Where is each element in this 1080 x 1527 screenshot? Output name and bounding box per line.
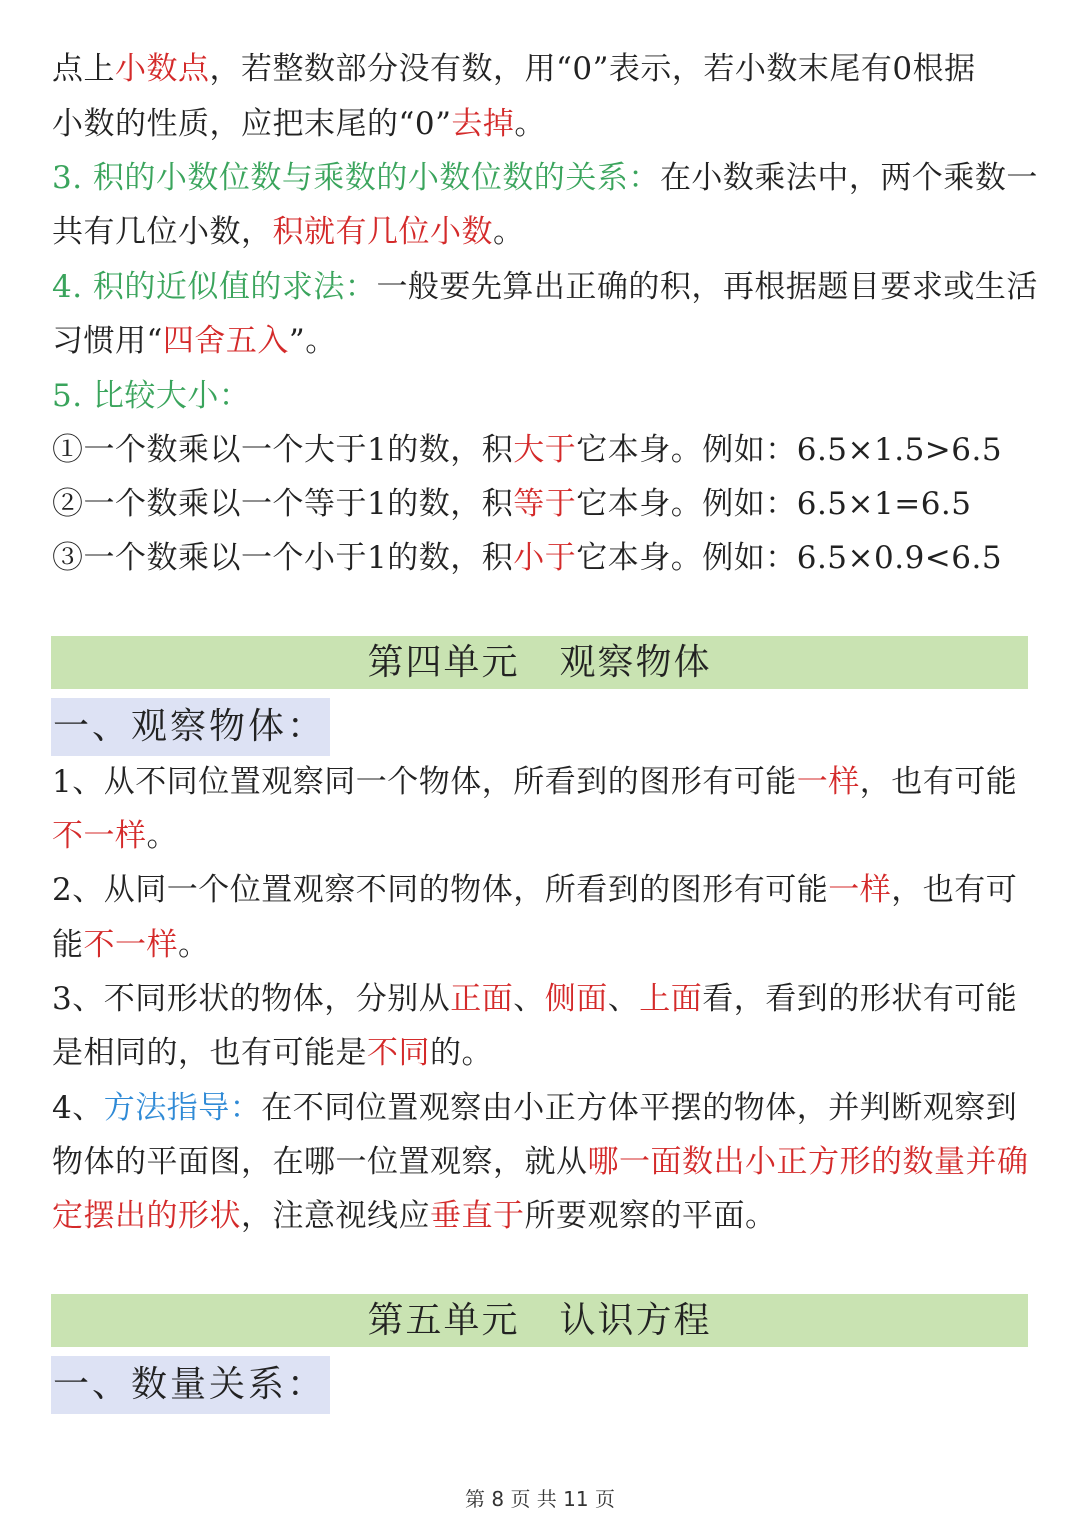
text-span: 。 — [493, 214, 525, 250]
text-span: ①一个数乘以一个大于1的数，积 — [52, 432, 514, 468]
unit-5-banner — [51, 1294, 1028, 1347]
text-line — [52, 1196, 1040, 1236]
text-line — [52, 762, 1040, 802]
text-span: 点上 — [52, 51, 115, 87]
item-title: 5. 比较大小： — [52, 378, 251, 414]
text-span: 所要观察的平面。 — [524, 1198, 777, 1234]
text-span: 在小数乘法中，两个乘数一 — [659, 160, 1038, 196]
text-span: 3、不同形状的物体，分别从 — [52, 981, 451, 1017]
text-span: 能 — [52, 927, 84, 963]
highlight-text: 正面 — [450, 981, 514, 1017]
highlight-text: 小于 — [513, 540, 577, 576]
text-span: 物体的平面图，在哪一位置观察，就从 — [52, 1144, 588, 1180]
method-label: 方法指导： — [103, 1090, 262, 1126]
text-span: ，也有可 — [891, 872, 1018, 908]
text-span: 它本身。例如：6.5×1.5>6.5 — [576, 432, 1003, 468]
text-span: 2、从同一个位置观察不同的物体，所看到的图形有可能 — [52, 872, 829, 908]
text-span: 、 — [513, 981, 545, 1017]
text-line — [52, 925, 1040, 965]
text-span: ②一个数乘以一个等于1的数，积 — [52, 486, 514, 522]
compare-line — [52, 430, 1040, 470]
text-span: 1、从不同位置观察同一个物体，所看到的图形有可能 — [52, 764, 797, 800]
highlight-text: 不一样 — [83, 927, 178, 963]
text-span: 看，看到的形状有可能 — [702, 981, 1018, 1017]
text-span: 。 — [178, 927, 210, 963]
text-span: 它本身。例如：6.5×0.9<6.5 — [576, 540, 1003, 576]
highlight-text: 小数点 — [115, 51, 210, 87]
text-span: 在不同位置观察由小正方体平摆的物体，并判断观察到 — [261, 1090, 1018, 1126]
item-3-line — [52, 158, 1040, 198]
highlight-text: 大于 — [513, 432, 577, 468]
item-4-line — [52, 267, 1040, 307]
section-heading: 一、数量关系： — [51, 1356, 330, 1414]
text-line — [52, 1033, 1040, 1073]
text-span: ，注意视线应 — [241, 1198, 430, 1234]
text-span: 的。 — [430, 1035, 493, 1071]
text-span: 是相同的，也有可能是 — [52, 1035, 367, 1071]
banner-unit: 第四单元 — [367, 642, 520, 683]
text-line — [52, 816, 1040, 856]
highlight-text: 上面 — [639, 981, 703, 1017]
page-footer: 第 8 页 共 11 页 — [465, 1487, 615, 1511]
text-span: 、 — [607, 981, 640, 1017]
text-span: ”。 — [288, 323, 337, 359]
text-line — [52, 1088, 1040, 1128]
highlight-text: 去掉 — [451, 106, 515, 142]
highlight-text: 侧面 — [544, 981, 608, 1017]
section-heading: 一、观察物体： — [51, 698, 330, 756]
highlight-text: 一样 — [796, 764, 860, 800]
compare-line — [52, 538, 1040, 578]
text-span: ，也有可能 — [859, 764, 1018, 800]
banner-unit: 第五单元 — [367, 1300, 520, 1341]
text-span: 。 — [146, 818, 178, 854]
text-span: 习惯用“ — [52, 323, 163, 359]
highlight-text: 一样 — [828, 872, 892, 908]
unit-4-banner — [51, 636, 1028, 689]
highlight-text: 垂直于 — [430, 1198, 525, 1234]
text-span: 共有几位小数， — [52, 214, 273, 250]
text-span: ，若整数部分没有数，用“0”表示，若小数末尾有0根据 — [209, 51, 976, 87]
text-span: 一般要先算出正确的积，再根据题目要求或生活 — [376, 269, 1038, 305]
text-line — [52, 1142, 1040, 1182]
item-title: 3. 积的小数位数与乘数的小数位数的关系： — [52, 160, 660, 196]
text-span: 小数的性质，应把末尾的“0” — [52, 106, 452, 142]
highlight-text: 哪一面数出小正方形的数量并确 — [587, 1144, 1029, 1180]
highlight-text: 不同 — [367, 1035, 430, 1071]
text-span: ③一个数乘以一个小于1的数，积 — [52, 540, 514, 576]
text-line — [52, 49, 1040, 89]
item-5-line — [52, 376, 1040, 416]
text-span: 。 — [514, 106, 546, 142]
text-span: 4、 — [52, 1090, 104, 1126]
highlight-text: 四舍五入 — [162, 323, 289, 359]
highlight-text: 等于 — [513, 486, 577, 522]
highlight-text: 不一样 — [52, 818, 147, 854]
banner-title: 观察物体 — [559, 642, 712, 683]
text-line — [52, 104, 1040, 144]
highlight-text: 积就有几位小数 — [272, 214, 493, 250]
text-line — [52, 212, 1040, 252]
text-line — [52, 321, 1040, 361]
text-span: 它本身。例如：6.5×1=6.5 — [576, 486, 972, 522]
highlight-text: 定摆出的形状 — [52, 1198, 241, 1234]
text-line — [52, 870, 1040, 910]
banner-title: 认识方程 — [559, 1300, 712, 1341]
compare-line — [52, 484, 1040, 524]
text-line — [52, 979, 1040, 1019]
item-title: 4. 积的近似值的求法： — [52, 269, 377, 305]
